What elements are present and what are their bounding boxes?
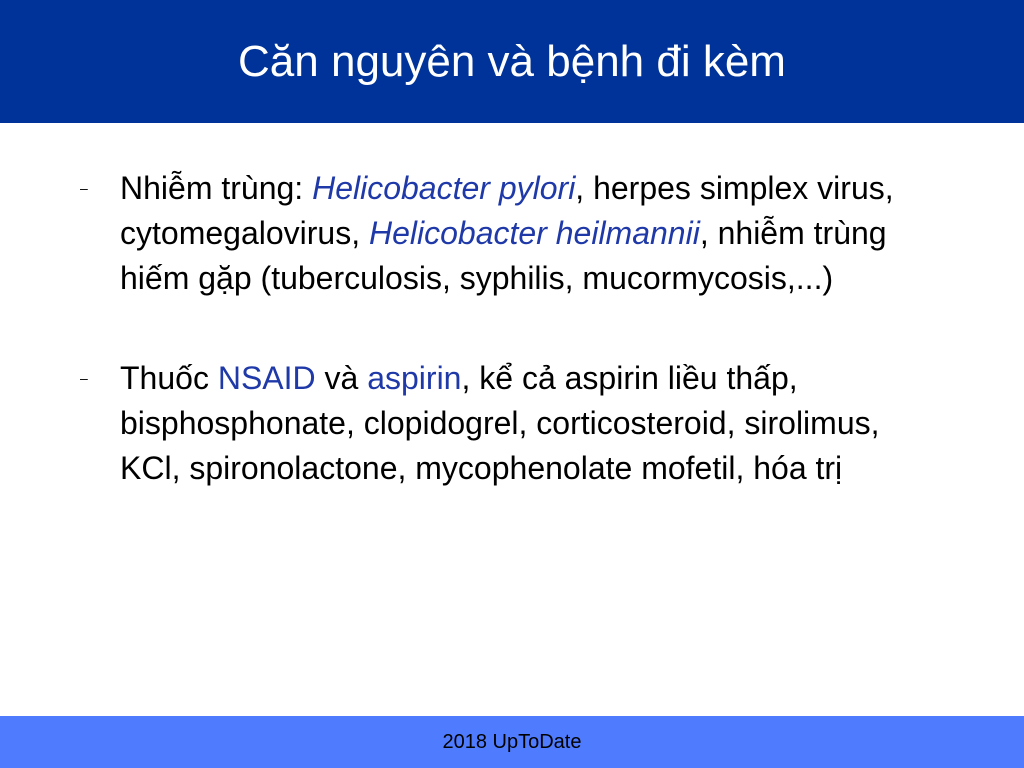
bullet-text: , herpes simplex virus, cytomegalovirus,	[120, 170, 894, 251]
bullet-text: , kể cả aspirin liều thấp, bisphosphonate, clopidogrel, corticosteroid, sirolimus, KCl, spironolactone, mycophenolate mofetil, hóa trị	[120, 360, 880, 486]
bullet-item-drugs	[80, 356, 940, 491]
drug-highlight: aspirin	[367, 360, 462, 396]
bullet-item-infection	[80, 166, 940, 301]
bullet-dash-icon: –	[80, 370, 88, 386]
footer-text: 2018 UpToDate	[442, 731, 582, 753]
organism-name: Helicobacter heilmannii	[368, 215, 700, 251]
bullet-text: và	[315, 360, 368, 396]
bullet-text: Nhiễm trùng:	[120, 170, 313, 206]
drug-highlight: NSAID	[217, 360, 316, 396]
bullet-dash-icon: –	[80, 180, 88, 196]
bullet-text: Thuốc	[120, 360, 218, 396]
bullet-text: , nhiễm trùng hiếm gặp (tuberculosis, syphilis, mucormycosis,...)	[120, 215, 887, 296]
slide-title: Căn nguyên và bệnh đi kèm	[238, 37, 786, 86]
organism-name: Helicobacter pylori	[312, 170, 576, 206]
